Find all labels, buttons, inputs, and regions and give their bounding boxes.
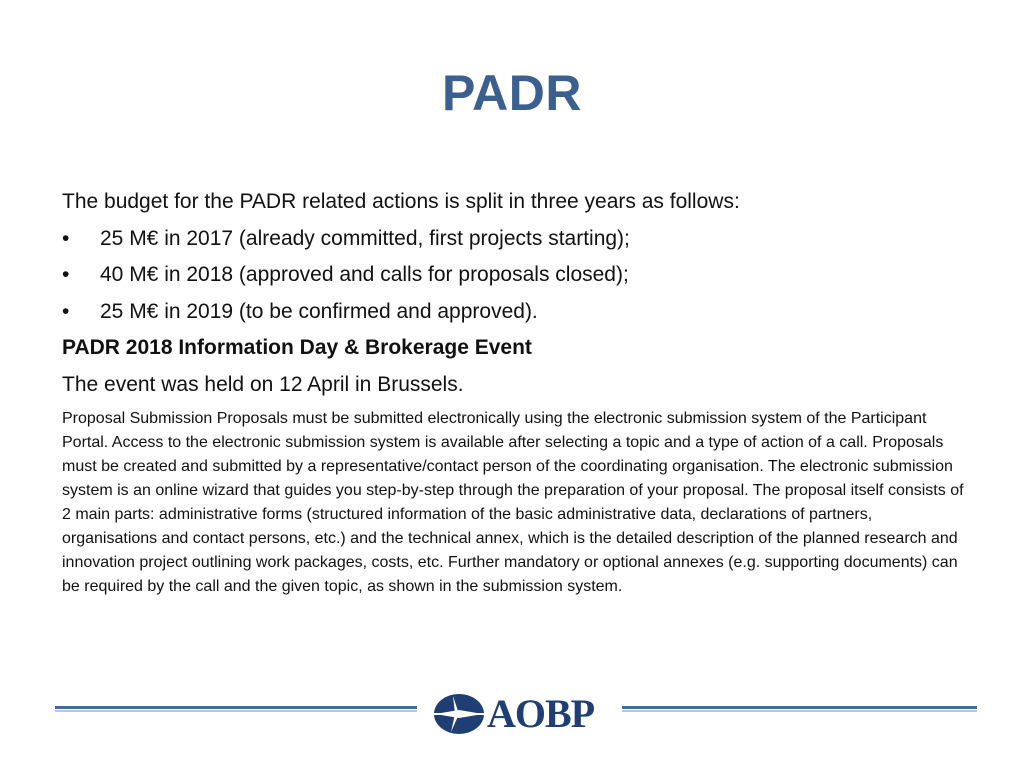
bullet-text: 25 M€ in 2019 (to be confirmed and approved). (100, 299, 538, 323)
aobp-logo (433, 692, 594, 736)
list-item (62, 221, 967, 258)
footer (55, 690, 977, 740)
budget-intro: The budget for the PADR related actions is split in three years as follows: (62, 190, 740, 213)
list-item (62, 294, 967, 331)
footer-rule-left (55, 706, 417, 712)
list-item (62, 257, 967, 294)
aobp-emblem-icon (433, 692, 485, 736)
submission-paragraph: Proposal Submission Proposals must be submitted electronically using the electronic submission system of the Participant Portal. Access to the electronic submission system is available after selecting a topic and a type of action of a call. Proposals must be created and submitted by a representative/contact person of the coordinating organisation. The electronic submission system is an online wizard that guides you step-by-step through the preparation of your proposal. The proposal itself consists of 2 main parts: administrative forms (structured information of the basic administrative data, declarations of partners, organisations and contact persons, etc.) and the technical annex, which is the detailed description of the planned research and innovation project outlining work packages, costs, etc. Further mandatory or optional annexes (e.g. supporting documents) can be required by the call and the given topic, as shown in the submission system. (62, 410, 964, 595)
slide-content (62, 184, 967, 599)
slide-title: PADR (442, 65, 582, 121)
bullet-icon: • (62, 299, 70, 323)
event-text: The event was held on 12 April in Brussels. (62, 372, 464, 396)
bullet-text: 40 M€ in 2018 (approved and calls for proposals closed); (100, 263, 629, 286)
bullet-icon: • (62, 226, 70, 250)
bullet-text: 25 M€ in 2017 (already committed, first projects starting); (100, 226, 630, 250)
event-heading: PADR 2018 Information Day & Brokerage Event (62, 336, 532, 359)
bullet-icon: • (62, 263, 70, 286)
logo-text: AOBP (487, 691, 595, 736)
footer-rule-right (622, 706, 977, 712)
